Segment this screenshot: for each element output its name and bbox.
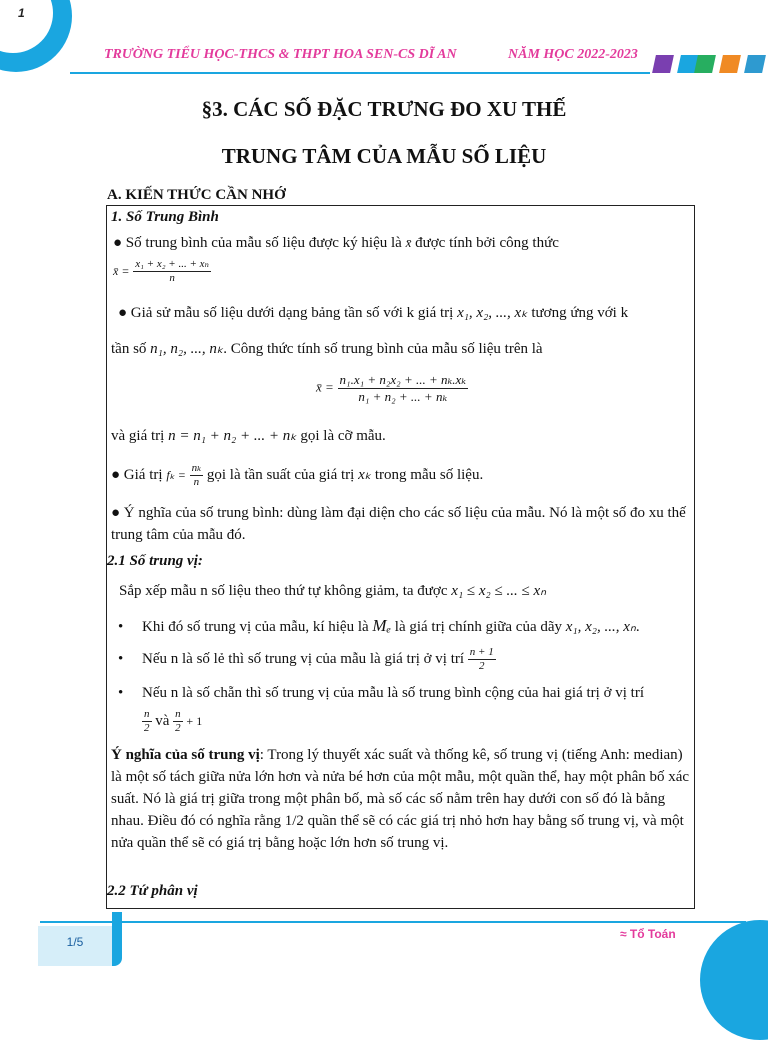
relative-frequency-text (111, 462, 483, 489)
mean-symbol: x̄ (405, 235, 412, 250)
mean-formula-denominator: n (169, 272, 175, 285)
header-square-1 (652, 55, 674, 73)
relative-frequency-denominator: n (193, 476, 200, 489)
relative-frequency-symbol: xₖ (358, 467, 372, 484)
median-odd-numerator: n + 1 (468, 646, 496, 660)
frequency-list: n₁, n₂, ..., nₖ (150, 341, 224, 357)
sample-size-text-a: và giá trị (111, 428, 165, 444)
frequency-list-text-b: . Công thức tính số trung bình của mẫu số liệu trên là (223, 341, 543, 357)
mean-formula-numerator: x₁ + x₂ + ... + xₙ (133, 258, 211, 272)
footer-divider (40, 921, 746, 923)
median-bullet-1-text-a: Khi đó số trung vị của mẫu, kí hiệu là (142, 619, 369, 635)
median-bullet-3 (118, 684, 644, 702)
median-even-denominator-1: 2 (144, 722, 150, 735)
median-meaning-paragraph (111, 744, 693, 854)
header-school: TRƯỜNG TIỂU HỌC-THCS & THPT HOA SEN-CS DĨ AN (104, 47, 457, 62)
sorting-text-a: Sắp xếp mẫu n số liệu theo thứ tự không giảm, ta được (119, 583, 448, 599)
median-even-fraction-1 (142, 708, 152, 735)
weighted-mean-formula (316, 372, 468, 404)
median-even-positions (142, 708, 202, 735)
header-divider (70, 72, 650, 74)
section-heading: A. KIẾN THỨC CẦN NHỚ (107, 187, 286, 203)
frequency-table-text (118, 304, 628, 322)
sample-size-formula: n = n₁ + n₂ + ... + nₖ (168, 428, 297, 444)
header-square-3 (694, 55, 716, 73)
median-sequence: x₁, x₂, ..., xₙ (565, 619, 636, 635)
sorting-text (119, 582, 546, 600)
frequency-list-text-a: tần số (111, 341, 147, 357)
median-even-and: và (155, 713, 170, 730)
median-even-numerator-1: n (142, 708, 152, 722)
bullet-icon: • (118, 619, 139, 635)
median-bullet-2 (118, 646, 496, 673)
mean-definition-end: được tính bởi công thức (415, 235, 559, 251)
median-odd-denominator: 2 (479, 660, 485, 673)
relative-frequency-text-c: trong mẫu số liệu. (374, 467, 484, 484)
header-square-5 (744, 55, 766, 73)
median-bullet-1-text-b: là giá trị chính giữa của dãy (394, 619, 563, 635)
sorted-sequence: x₁ ≤ x₂ ≤ ... ≤ xₙ (451, 583, 547, 599)
heading-quartiles: 2.2 Tứ phân vị (107, 883, 198, 899)
weighted-mean-fraction (338, 372, 468, 404)
sample-size-text (111, 427, 386, 445)
median-bullet-3-text: Nếu n là số chẵn thì số trung vị của mẫu là số trung bình cộng của hai giá trị ở vị trí (142, 685, 645, 701)
weighted-mean-denominator: n₁ + n₂ + ... + nₖ (358, 388, 448, 404)
relative-frequency-text-a: ● Giá trị (111, 467, 163, 484)
relative-frequency-lhs: fₖ = (166, 468, 186, 483)
weighted-mean-lhs: x̄ = (316, 379, 334, 395)
mean-formula (113, 258, 211, 285)
relative-frequency-numerator: nₖ (190, 462, 204, 476)
weighted-mean-numerator: n₁.x₁ + n₂x₂ + ... + nₖ.xₖ (339, 372, 466, 387)
bullet-icon: • (118, 685, 139, 701)
median-even-numerator-2: n (173, 708, 183, 722)
relative-frequency-text-b: gọi là tần suất của giá trị (206, 467, 355, 484)
footer-page-number: 1/5 (66, 935, 84, 949)
corner-decoration-bottom-right (700, 920, 768, 1040)
median-even-denominator-2: 2 (175, 722, 181, 735)
values-list: x₁, x₂, ..., xₖ (457, 305, 528, 321)
page-number-top: 1 (18, 6, 25, 20)
median-bullet-1 (118, 616, 640, 636)
page-title-line-2: TRUNG TÂM CỦA MẪU SỐ LIỆU (221, 144, 547, 168)
median-even-fraction-2 (173, 708, 183, 735)
frequency-list-text (111, 340, 543, 358)
median-symbol: Mₑ (372, 616, 392, 635)
median-even-plus-one: + 1 (186, 714, 203, 729)
mean-meaning-paragraph: ● Ý nghĩa của số trung bình: dùng làm đại diện cho các số liệu của mẫu. Nó là một số đo xu thế trung tâm của mẫu đó. (111, 505, 686, 543)
mean-definition (113, 234, 559, 252)
median-meaning-text: : Trong lý thuyết xác suất và thống kê, số trung vị (tiếng Anh: median) là một số tách giữa nửa lớn hơn và nửa bé hơn của một mẫu, một quần thể, hay một phân bố xác suất. Nó là giá trị giữa trong một phân bố, mà số các số nằm trên hay dưới con số đó là bằng nhau. Điều đó có nghĩa rằng 1/2 quần thể sẽ có các giá trị nhỏ hơn hay bằng số trung vị, và một nửa quần thể sẽ có giá trị bằng hoặc lớn hơn số trung vị. (111, 747, 690, 851)
median-bullet-1-end: . (635, 619, 640, 635)
frequency-table-text-a: ● Giả sử mẫu số liệu dưới dạng bảng tần số với k giá trị (118, 305, 454, 321)
footer-department: ≈ Tổ Toán (620, 927, 676, 941)
mean-formula-lhs: x̄ = (113, 264, 130, 279)
bullet-icon: • (118, 651, 139, 668)
sample-size-text-b: gọi là cỡ mẫu. (300, 428, 386, 444)
median-bullet-2-text: Nếu n là số lẻ thì số trung vị của mẫu là giá trị ở vị trí (142, 651, 465, 668)
mean-definition-text: ● Số trung bình của mẫu số liệu được ký hiệu là (113, 235, 402, 251)
mean-formula-fraction (133, 258, 211, 285)
heading-mean: 1. Số Trung Bình (111, 209, 219, 225)
frequency-table-text-b: tương ứng với k (531, 305, 629, 321)
header-year: NĂM HỌC 2022-2023 (508, 47, 638, 62)
median-odd-position-fraction (468, 646, 496, 673)
relative-frequency-fraction (190, 462, 204, 489)
heading-median: 2.1 Số trung vị: (107, 553, 203, 569)
footer-wave-decoration (112, 912, 122, 966)
header-square-4 (719, 55, 741, 73)
median-meaning-label: Ý nghĩa của số trung vị (111, 747, 260, 763)
page-title-line-1: §3. CÁC SỐ ĐẶC TRƯNG ĐO XU THẾ (201, 97, 567, 121)
